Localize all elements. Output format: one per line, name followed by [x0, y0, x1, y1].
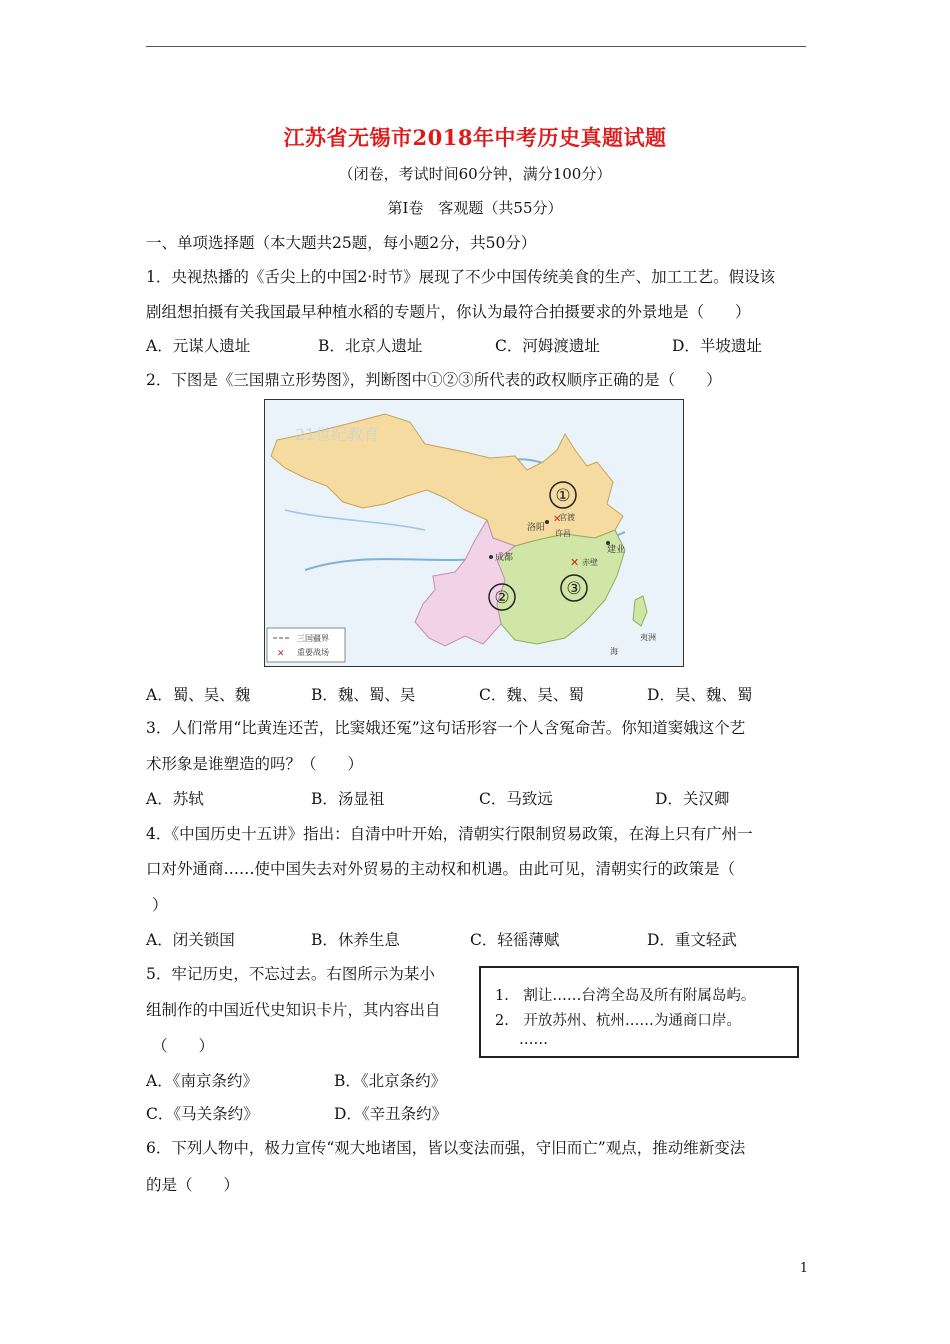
legend-battle: 重要战场 [297, 648, 329, 657]
section-heading: 一、单项选择题（本大题共25题，每小题2分，共50分） [146, 234, 537, 252]
q5-option-a: A．《南京条约》 [146, 1072, 258, 1090]
region-label-3: ③ [566, 579, 582, 599]
sea-label: 海 [610, 647, 618, 656]
yizhou-island [633, 596, 647, 626]
header-rule [146, 46, 806, 47]
q4-option-c: C．轻徭薄赋 [470, 931, 560, 949]
q1-option-b: B．北京人遗址 [318, 337, 423, 355]
legend-battle-symbol: ✕ [277, 649, 285, 659]
exam-subtitle: （闭卷，考试时间60分钟，满分100分） [338, 165, 612, 183]
watermark: 21世纪教育 [295, 425, 380, 444]
river [285, 510, 425, 530]
city-xuchang: 许昌 [555, 529, 571, 538]
q3-line1: 3．人们常用“比黄连还苦，比窦娥还冤”这句话形容一个人含冤命苦。你知道窦娥这个艺 [146, 719, 746, 737]
q6-line1: 6．下列人物中，极力宣传“观大地诸国，皆以变法而强，守旧而亡”观点，推动维新变法 [146, 1139, 746, 1157]
q3-option-b: B．汤显祖 [311, 790, 385, 808]
q3-option-c: C．马致远 [479, 790, 553, 808]
city-dot [489, 555, 493, 559]
card-item-1: 1. 割让……台湾全岛及所有附属岛屿。 [495, 988, 756, 1004]
legend-border: 三国疆界 [297, 634, 329, 643]
card-item-2: 2. 开放苏州、杭州……为通商口岸。 [495, 1013, 741, 1029]
q4-option-d: D．重文轻武 [647, 931, 737, 949]
page-number: 1 [799, 1261, 808, 1276]
q2-option-a: A．蜀、吴、魏 [146, 686, 251, 704]
q5-line1: 5．牢记历史，不忘过去。右图所示为某小 [146, 965, 435, 983]
q5-line3: （ ） [152, 1037, 215, 1055]
q2-line1: 2．下图是《三国鼎立形势图》，判断图中①②③所代表的政权顺序正确的是（ ） [146, 371, 722, 389]
q4-option-b: B．休养生息 [311, 931, 400, 949]
q5-option-c: C．《马关条约》 [146, 1105, 259, 1123]
q1-option-c: C．河姆渡遗址 [495, 337, 600, 355]
battle-mark-guandu: ✕ [553, 514, 562, 525]
region-label-1: ① [555, 486, 571, 506]
q2-option-b: B．魏、蜀、吴 [311, 686, 416, 704]
q4-line3: ） [152, 896, 168, 914]
region-label-2: ② [494, 588, 510, 608]
q3-line2: 术形象是谁塑造的吗？（ ） [146, 755, 364, 773]
q5-line2: 组制作的中国近代史知识卡片，其内容出自 [146, 1001, 441, 1019]
q1-line2: 剧组想拍摄有关我国最早种植水稻的专题片，你认为最符合拍摄要求的外景地是（ ） [146, 303, 751, 321]
q2-option-d: D．吴、魏、蜀 [647, 686, 753, 704]
part-heading: 第Ⅰ卷 客观题（共55分） [387, 199, 563, 217]
q3-option-a: A．苏轼 [146, 790, 204, 808]
q4-line1: 4．《中国历史十五讲》指出：自清中叶开始，清朝实行限制贸易政策，在海上只有广州一 [146, 825, 753, 843]
card-ellipsis: …… [519, 1032, 548, 1048]
q4-line2: 口对外通商……使中国失去对外贸易的主动权和机遇。由此可见，清朝实行的政策是（ [146, 860, 736, 878]
q5-option-b: B．《北京条约》 [334, 1072, 447, 1090]
q1-line1: 1．央视热播的《舌尖上的中国2·时节》展现了不少中国传统美食的生产、加工工艺。假设该 [146, 268, 776, 286]
island-label: 夷洲 [640, 633, 656, 642]
city-chibi: 赤壁 [582, 558, 598, 567]
three-kingdoms-map [264, 399, 684, 667]
q6-line2: 的是（ ） [146, 1176, 240, 1194]
battle-mark-chibi: ✕ [570, 556, 580, 569]
city-guandu: 官渡 [559, 513, 575, 522]
page-title: 江苏省无锡市2018年中考历史真题试题 [283, 125, 667, 150]
q5-option-d: D．《辛丑条约》 [334, 1105, 448, 1123]
city-luoyang: 洛阳 [527, 523, 546, 533]
q4-option-a: A．闭关锁国 [146, 931, 235, 949]
q1-option-d: D．半坡遗址 [672, 337, 762, 355]
city-dot [545, 520, 549, 524]
city-chengdu: 成都 [495, 553, 514, 563]
map-figure [265, 400, 683, 666]
q3-option-d: D．关汉卿 [655, 790, 730, 808]
city-jianye: 建业 [607, 545, 626, 555]
q1-option-a: A．元谋人遗址 [146, 337, 251, 355]
knowledge-card [479, 966, 799, 1058]
q2-option-c: C．魏、吴、蜀 [479, 686, 584, 704]
